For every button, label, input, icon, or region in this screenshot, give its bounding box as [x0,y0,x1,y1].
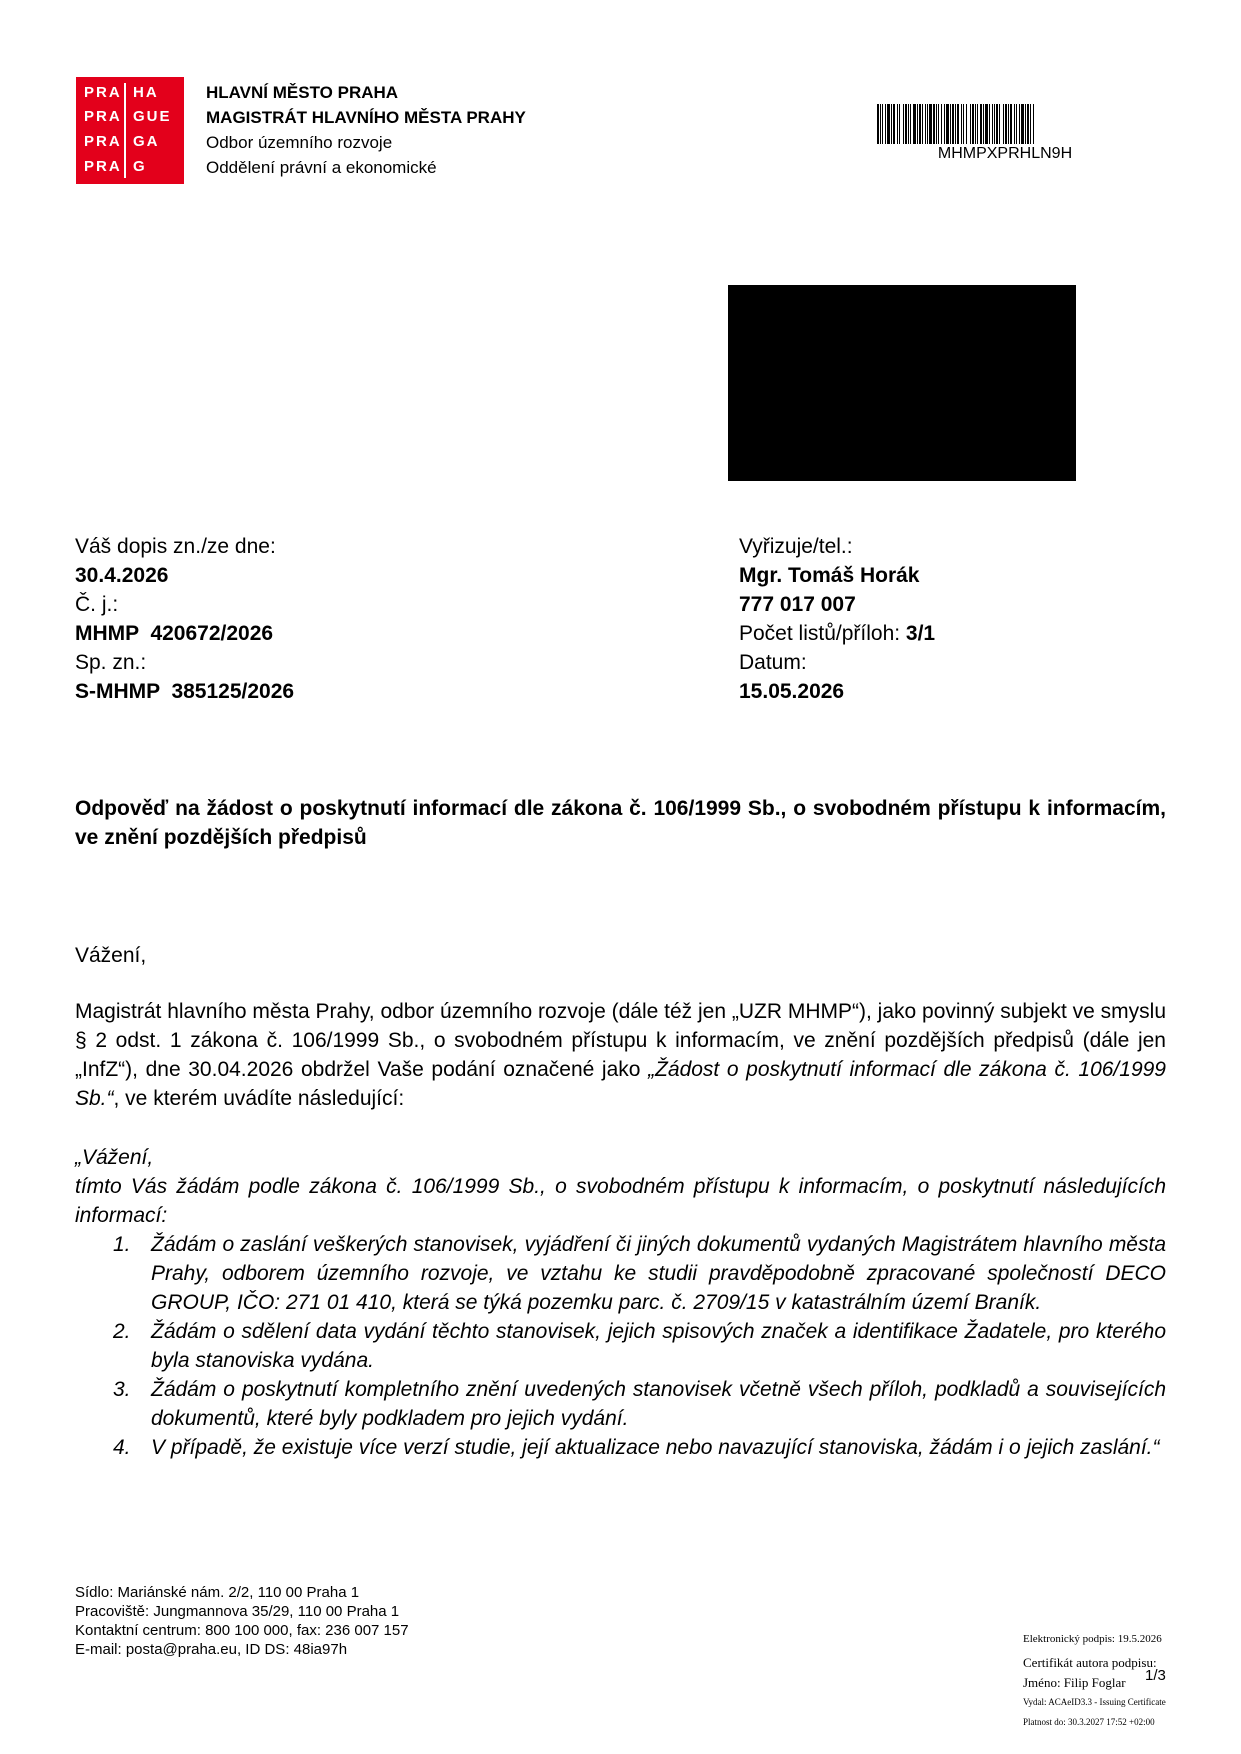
barcode-bar [975,104,976,144]
barcode-bar [919,104,921,144]
barcode-bar [885,104,886,144]
barcode-bar [877,104,879,144]
barcode-id: MHMPXPRHLN9H [937,145,1073,162]
barcode-bar [903,104,904,144]
body-paragraph [75,997,1166,1113]
barcode-bar [893,104,895,144]
barcode-bar [887,104,890,144]
list-item [75,1375,1166,1433]
letter-subject: Odpověď na žádost o poskytnutí informací dle zákona č. 106/1999 Sb., o svobodném přístupu k informacím, ve znění pozdějších předpisů [75,797,1166,849]
praha-logo [76,77,184,184]
item-text: V případě, že existuje více verzí studie, její aktualizace nebo navazující stanoviska, žádám i o jejich zaslání.“ [151,1436,1160,1459]
barcode-bar [1003,104,1004,144]
redacted-address [728,285,1076,481]
footer-contact-center: Kontaktní centrum: 800 100 000, fax: 236 007 157 [75,1622,409,1639]
signature-date: Elektronický podpis: 19.5.2026 [1023,1633,1162,1645]
request-title: „Žádost o poskytnutí informací dle zákona č. 106/1999 Sb.“ [75,1058,1166,1110]
barcode-bar [955,104,956,144]
list-item [75,1317,1166,1375]
barcode-bar [899,104,900,144]
barcode-bar [1005,104,1007,144]
item-number: 4. [113,1436,131,1459]
barcode-bar [936,104,937,144]
sheet-count-value: 3/1 [905,622,936,645]
handler-block [739,532,935,706]
barcode-bar [970,104,971,144]
footer-email: E-mail: posta@praha.eu, ID DS: 48ia97h [75,1641,348,1658]
barcode-bar [957,104,959,144]
barcode-bar [925,104,926,144]
quoted-request [75,1143,1166,1462]
barcode-bar [922,104,923,144]
barcode-bar [929,104,932,144]
barcode-bar [952,104,954,144]
barcode-bar [927,104,928,144]
signature-issuer: Vydal: ACAeID3.3 - Issuing Certificate [1023,1697,1166,1707]
date-label: Datum: [739,651,807,674]
barcode-bar [891,104,892,144]
barcode-bar [992,104,993,144]
barcode-bar [1019,104,1020,144]
barcode [877,104,1133,144]
barcode-bar [905,104,907,144]
reference-number-label: Č. j.: [75,593,119,616]
footer-workplace: Pracoviště: Jungmannova 35/29, 110 00 Praha 1 [75,1603,400,1620]
handler-label: Vyřizuje/tel.: [739,535,853,558]
sheet-count-label: Počet listů/příloh: [739,622,906,645]
handler-phone: 777 017 007 [739,593,856,616]
letter-date: 15.05.2026 [739,680,845,703]
barcode-bar [972,104,974,144]
logo-text: PRA [84,84,122,101]
footer-contacts [75,1583,409,1659]
logo-row [84,106,172,128]
barcode-bar [961,104,962,144]
logo-text: G [133,158,147,175]
file-mark: S-MHMP 385125/2026 [75,680,295,703]
logo-text: PRA [84,133,122,150]
barcode-bar [882,104,883,144]
signature-name: Jméno: Filip Foglar [1023,1675,1126,1690]
barcode-bar [989,104,990,144]
body-text: Magistrát hlavního města Prahy, odbor územního rozvoje (dále též jen „UZR MHMP“), jako povinný subjekt ve smyslu § 2 odst. 1 zákona č. 106/1999 Sb., o svobodném přístupu k informacím, ve znění pozdějších předpisů (dále jen „InfZ“), dne 30.04.2026 obdržel Vaše podání označené jako [75,1000,1166,1081]
barcode-bar [996,104,998,144]
reference-block [75,532,294,706]
list-item [75,1230,1166,1317]
barcode-bar [999,104,1000,144]
list-item [75,1433,1166,1462]
barcode-bar [944,104,945,144]
barcode-bar [983,104,984,144]
barcode-bar [980,104,982,144]
barcode-bar [917,104,918,144]
barcode-bar [933,104,935,144]
request-list [75,1230,1166,1462]
barcode-bar [1008,104,1009,144]
section-name: Oddělení právní a ekonomické [206,158,437,177]
body-text: , ve kterém uvádíte následující: [113,1087,405,1110]
barcode-bar [1030,104,1031,144]
logo-text: GUE [133,108,172,125]
barcode-bar [1033,104,1034,144]
greeting: Vážení, [75,944,147,967]
logo-row [84,82,159,104]
barcode-bar [1025,104,1026,144]
letterhead [206,80,526,180]
barcode-bar [897,104,898,144]
barcode-bar [941,104,942,144]
item-text: Žádám o poskytnutí kompletního znění uvedených stanovisek včetně všech příloh, podkladů a souvisejících dokumentů, které byly podkladem pro jejich vydání. [151,1378,1166,1430]
barcode-bar [1014,104,1015,144]
item-number: 3. [113,1378,131,1401]
signature-validity: Platnost do: 30.3.2027 17:52 +02:00 [1023,1717,1155,1727]
barcode-bar [938,104,939,144]
magistrate-name: MAGISTRÁT HLAVNÍHO MĚSTA PRAHY [206,108,526,127]
barcode-bar [1016,104,1017,144]
barcode-bar [946,104,949,144]
footer-address: Sídlo: Mariánské nám. 2/2, 110 00 Praha 1 [75,1584,360,1601]
handler-name: Mgr. Tomáš Horák [739,564,920,587]
barcode-bar [966,104,967,144]
department-name: Odbor územního rozvoje [206,133,393,152]
item-text: Žádám o zaslání veškerých stanovisek, vyjádření či jiných dokumentů vydaných Magistrátem hlavního města Prahy, odborem územního rozvoje, ve vztahu ke studii pravděpodobně zpracované společností DECO GROUP, IČO: 271 01 410, která se týká pozemku parc. č. 2709/15 v katastrálním území Braník. [151,1233,1166,1314]
barcode-bar [977,104,978,144]
signature-certificate: Certifikát autora podpisu: [1023,1655,1157,1670]
logo-text: HA [133,84,159,101]
barcode-bar [908,104,909,144]
logo-row [84,131,160,153]
item-text: Žádám o sdělení data vydání těchto stanovisek, jejich spisových značek a identifikace Žadatele, pro kterého byla stanoviska vydána. [151,1320,1166,1372]
city-name: HLAVNÍ MĚSTO PRAHA [206,83,399,102]
barcode-bar [1021,104,1024,144]
quote-opening: „Vážení, [75,1146,154,1169]
barcode-bar [994,104,995,144]
barcode-bar [1027,104,1029,144]
logo-text: GA [133,133,160,150]
item-number: 2. [113,1320,131,1343]
your-letter-label: Váš dopis zn./ze dne: [75,535,276,558]
your-letter-date: 30.4.2026 [75,564,169,587]
reference-number: MHMP 420672/2026 [75,622,274,645]
file-mark-label: Sp. zn.: [75,651,147,674]
barcode-bar [950,104,951,144]
quote-intro: tímto Vás žádám podle zákona č. 106/1999 Sb., o svobodném přístupu k informacím, o poskytnutí následujících informací: [75,1175,1166,1227]
page-number: 1/3 [1145,1667,1166,1684]
barcode-bar [963,104,964,144]
barcode-bar [910,104,911,144]
logo-text: PRA [84,158,122,175]
sheet-count [739,619,935,648]
barcode-bar [1010,104,1012,144]
item-number: 1. [113,1233,131,1256]
logo-row [84,156,147,178]
barcode-bar [880,104,881,144]
barcode-bar [913,104,916,144]
logo-text: PRA [84,108,122,125]
barcode-bar [985,104,988,144]
